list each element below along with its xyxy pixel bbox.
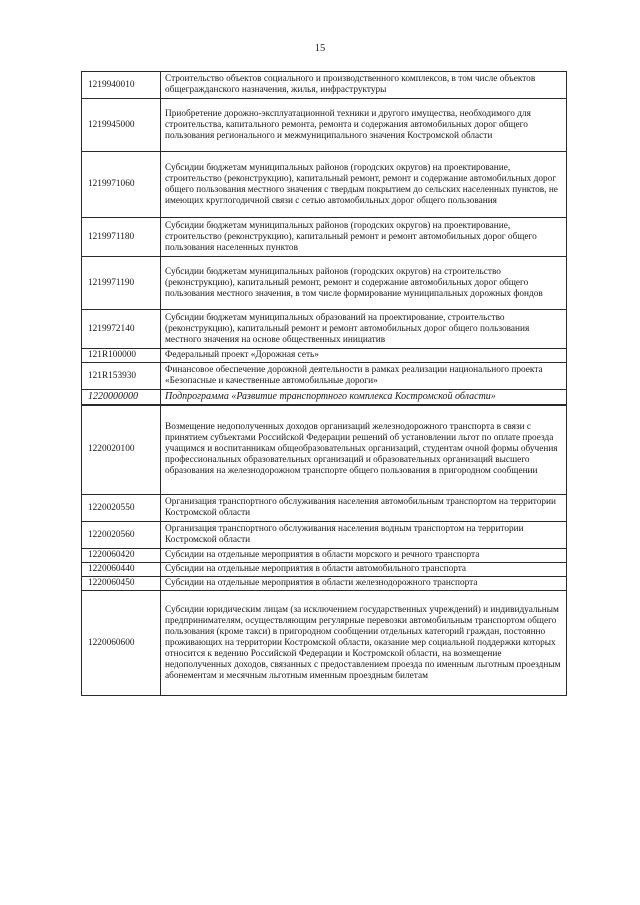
table-row [82,577,567,591]
table-row [82,549,567,563]
table-row [82,405,567,495]
code-cell: 1220060600 [82,591,161,696]
subprogram-row [82,390,567,405]
description-cell: Субсидии юридическим лицам (за исключением государственных учреждений) и индивидуальным предпринимателям, осуществляющим регулярные перевозки автомобильным транспортом общего пользования (кроме такси) в пригородном сообщении отдельных категорий граждан, постоянно проживающих на территории Костромской области, оказание мер социальной поддержки которых относится к ведению Российской Федерации и Костромской области, на возмещение недополученных доходов, связанных с предоставлением проезда по именным льготным проездным абонементам и месячным льготным именным проездным билетам [161,591,567,696]
description-cell: Финансовое обеспечение дорожной деятельности в рамках реализации национального проекта «Безопасные и качественные автомобильные дороги» [161,363,567,390]
subprogram-title: Подпрограмма «Развитие транспортного комплекса Костромской области» [161,390,567,405]
code-cell: 1219971060 [82,152,161,218]
code-cell: 121R100000 [82,349,161,363]
description-cell: Строительство объектов социального и производственного комплексов, в том числе объектов общегражданского назначения, жилья, инфраструктуры [161,72,567,99]
table-row [82,563,567,577]
description-cell: Приобретение дорожно-эксплуатационной техники и другого имущества, необходимого для строительства, капитального ремонта, ремонта и содержания автомобильных дорог общего пользования регионального и межмуниципального значения Костромской области [161,99,567,152]
table-row [82,591,567,696]
description-cell: Возмещение недополученных доходов организаций железнодорожного транспорта в связи с принятием субъектами Российской Федерации решений об установлении льгот по оплате проезда учащимся и воспитанникам общеобразовательных организаций, студентам очной формы обучения профессиональных образовательных организаций и образовательных организаций высшего образования на железнодорожном транспорте общего пользования в пригородном сообщении [161,405,567,495]
table-row [82,522,567,549]
description-cell: Субсидии бюджетам муниципальных районов (городских округов) на проектирование, строительство (реконструкцию), капитальный ремонт и ремонт автомобильных дорог общего пользования населенных пунктов [161,218,567,257]
code-cell: 1219972140 [82,310,161,349]
page-number: 15 [314,43,326,54]
description-cell: Субсидии бюджетам муниципальных образований на проектирование, строительство (реконструкцию), капитальный ремонт и ремонт автомобильных дорог общего пользования местного значения на основе общественных инициатив [161,310,567,349]
description-cell: Организация транспортного обслуживания населения водным транспортом на территории Костромской области [161,522,567,549]
code-cell: 1219971190 [82,257,161,310]
description-cell: Субсидии бюджетам муниципальных районов (городских округов) на строительство (реконструкцию), капитальный ремонт, ремонт и содержание автомобильных дорог общего пользования местного значения, в том числе формирование муниципальных дорожных фондов [161,257,567,310]
code-cell: 1220060420 [82,549,161,563]
table-row [82,152,567,218]
description-cell: Субсидии на отдельные мероприятия в области автомобильного транспорта [161,563,567,577]
code-cell: 1220000000 [82,390,161,405]
code-cell: 1220060440 [82,563,161,577]
table-row [82,363,567,390]
code-cell: 1220020550 [82,495,161,522]
code-cell: 1220020100 [82,405,161,495]
table-row [82,72,567,99]
budget-code-table [81,71,567,696]
description-cell: Субсидии на отдельные мероприятия в области морского и речного транспорта [161,549,567,563]
table-row [82,257,567,310]
code-cell: 121R153930 [82,363,161,390]
description-cell: Субсидии бюджетам муниципальных районов (городских округов) на проектирование, строительство (реконструкцию), капитальный ремонт, ремонт и содержание автомобильных дорог общего пользования местного значения с твердым покрытием до сельских населенных пунктов, не имеющих круглогодичной связи с сетью автомобильных дорог общего пользования [161,152,567,218]
code-cell: 1220020560 [82,522,161,549]
code-cell: 1219940010 [82,72,161,99]
code-cell: 1219945000 [82,99,161,152]
table-row [82,218,567,257]
code-cell: 1220060450 [82,577,161,591]
description-cell: Организация транспортного обслуживания населения автомобильным транспортом на территории Костромской области [161,495,567,522]
code-cell: 1219971180 [82,218,161,257]
table-row [82,99,567,152]
description-cell: Субсидии на отдельные мероприятия в области железнодорожного транспорта [161,577,567,591]
description-cell: Федеральный проект «Дорожная сеть» [161,349,567,363]
table-row [82,349,567,363]
table-row [82,310,567,349]
table-row [82,495,567,522]
